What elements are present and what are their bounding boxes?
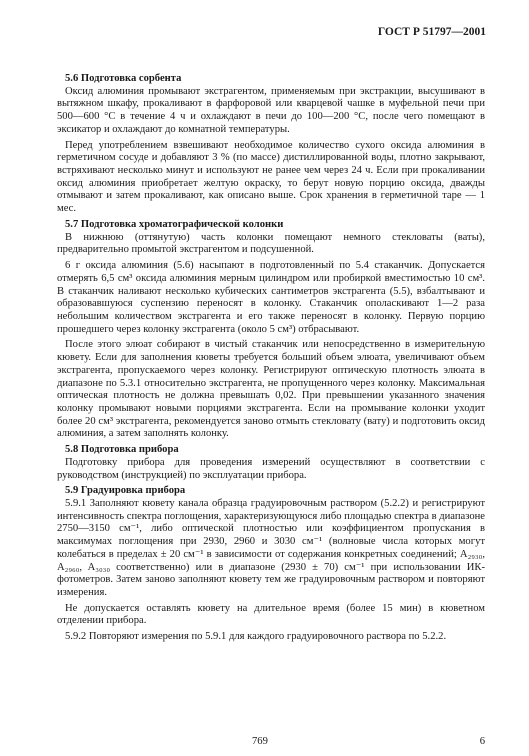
section-heading-5-8: 5.8 Подготовка прибора (65, 444, 179, 456)
paragraph: Перед употреблением взвешивают необходимое количество сухого оксида алюминия в герметичном сосуде и добавляют 3 % (по массе) дистиллированной воды, плотно закрывают, встряхивают несколько минут и используют не ранее чем через 24 ч. Если при прокаливании оксид алюминия приобретает желтую окраску, то берут новую порцию оксида, дважды отмывают и затем прокаливают, как описано выше. Срок хранения в герметичной таре — 1 мес. (57, 139, 485, 215)
page-number-right: 6 (479, 736, 485, 747)
paragraph: Оксид алюминия промывают экстрагентом, применяемым при экстракции, высушивают в вытяжном шкафу, прокаливают в фарфоровой или кварцевой чашке в муфельной печи при 500—600 °С в течение 4 ч и охлаждают в печи до 100—200 °С, после чего помещают в эксикатор и охлаждают до комнатной температуры. (57, 85, 485, 135)
section-heading-5-6: 5.6 Подготовка сорбента (65, 73, 182, 84)
paragraph: После этого элюат собирают в чистый стаканчик или непосредственно в измерительную кювету. Если для заполнения кюветы требуется больший объем элюата, увеличивают объем экстрагента, пропускаемого через колонку. Регистрируют оптическую плотность элюата в диапазоне по 5.3.1 относительно экстрагента, не пропущенного через колонку. Максимальная оптическая плотность не должна превышать 0,02. При превышении указанного значения колонку промывают новыми порциями экстрагента. Если на промывание колонки уходит более 20 см³ экстрагента, рекомендуется заново отмыть стекловату (вату) и подготовить оксид алюминия, а затем заполнять колонку. (57, 339, 485, 440)
section-heading-5-7: 5.7 Подготовка хроматографической колонки (65, 218, 284, 230)
paragraph: В нижнюю (оттянутую) часть колонки помещают немного стекловаты (ваты), предварительно промытой экстрагентом и подсушенной. (57, 231, 485, 256)
paragraph: Не допускается оставлять кювету на длительное время (более 15 мин) в кюветном отделении прибора. (57, 602, 485, 627)
paragraph: 6 г оксида алюминия (5.6) насыпают в подготовленный по 5.4 стаканчик. Допускается отмерять 6,5 см³ оксида алюминия мерным цилиндром или пробиркой вместимостью 10 см³. В стаканчик наливают несколько кубических сантиметров экстрагента (5.5), взбалтывают и образовавшуюся суспензию переносят в колонку. Стаканчик ополаскивают 1—2 раза небольшим количеством экстрагента и его также переносят в колонку. Первую порцию прошедшего через колонку экстрагента (около 5 см³) отбрасывают. (57, 260, 485, 335)
paragraph: 5.9.2 Повторяют измерения по 5.9.1 для каждого градуировочного раствора по 5.2.2. (65, 631, 447, 643)
paragraph: 5.9.1 Заполняют кювету канала образца градуировочным раствором (5.2.2) и регистрируют интенсивность спектра поглощения, характеризующуюся либо площадью спектра в диапазоне 2750—3150 см⁻¹, либо оптической плотностью или коэффициентом пропускания в максимумах поглощения при 2930, 2960 и 3030 см⁻¹ (волновые числа которых могут колебаться в пределах ± 20 см⁻¹ в зависимости от содержания конкретных соединений; A₂₉₃₀, A₂₉₆₀, A₃₀₃₀ соответственно) или в диапазоне (2930 ± 70) см⁻¹ при использовании ИК-фотометров. Затем заново заполняют кювету тем же градуировочным раствором и повторяют измерения. (57, 498, 486, 599)
section-heading-5-9: 5.9 Градуировка прибора (65, 485, 186, 497)
document-body (57, 73, 485, 647)
page-number-center: 769 (252, 736, 268, 747)
standard-header: ГОСТ Р 51797—2001 (377, 26, 486, 38)
paragraph: Подготовку прибора для проведения измерений осуществляют в соответствии с руководством (инструкцией) по эксплуатации прибора. (57, 456, 485, 481)
